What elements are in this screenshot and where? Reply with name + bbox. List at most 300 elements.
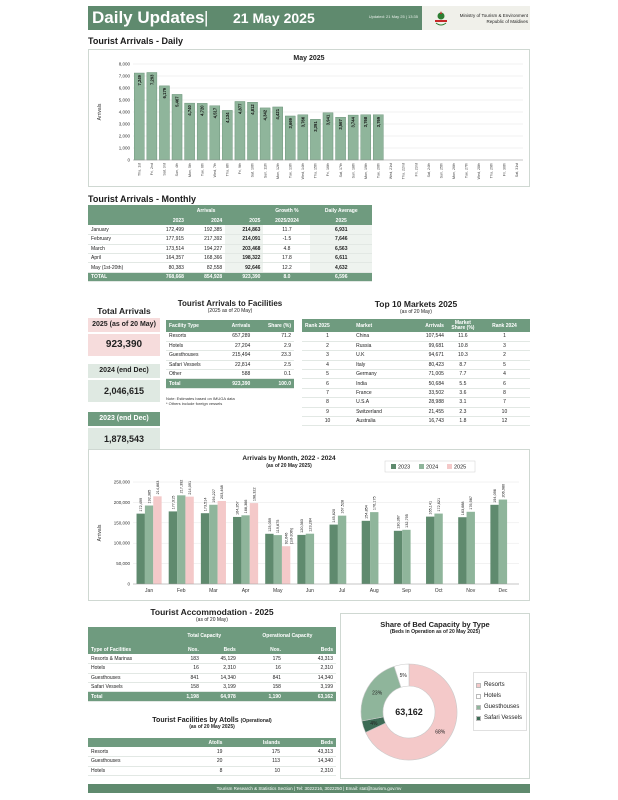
daily-bar-label: 3,669 — [287, 117, 293, 129]
legend-label: Guesthouses — [484, 704, 520, 710]
y-tick-label: 3,000 — [118, 121, 130, 127]
daily-bar-label: 3,766 — [300, 116, 306, 128]
growth-cell: -1.5 — [263, 235, 310, 244]
arrivals-2023-cell: 173,514 — [149, 244, 187, 253]
x-tick-label: Sep — [401, 588, 411, 594]
legend-label: 2023 — [398, 464, 411, 471]
accommodation-total-row: Total 1,198 64,978 1,190 63,162 — [88, 692, 336, 701]
monthly-bar — [499, 500, 507, 584]
market-cell: Switzerland — [353, 407, 406, 416]
daily-chart — [88, 49, 530, 187]
monthly-bar-label: 120,363 — [299, 519, 304, 533]
monthly-row — [88, 263, 372, 272]
growth-cell: 12.2 — [263, 263, 310, 272]
donut-legend-item — [476, 715, 524, 721]
daily-bar-label: 5,467 — [174, 96, 180, 107]
y-tick-label: 1,000 — [118, 145, 130, 151]
rank-cell: 9 — [302, 407, 353, 416]
monthly-bar — [370, 512, 378, 584]
daily-bar-label: 6,179 — [161, 87, 167, 99]
rank-cell: 10 — [302, 417, 353, 426]
market-row — [302, 407, 530, 416]
atolls-cell: 8 — [176, 766, 225, 775]
market-share-cell: 2.3 — [447, 407, 479, 416]
month-cell: January — [88, 225, 149, 234]
daily-bar-label: 4,877 — [237, 103, 243, 114]
monthly-bar — [169, 511, 177, 584]
rank-cell: 8 — [302, 398, 353, 407]
total-arrivals-title: Total Arrivals — [97, 306, 151, 316]
prev-rank-cell: 10 — [479, 407, 530, 416]
x-tick-label: Thu, 22nd — [401, 163, 406, 180]
monthly-bar-label: 163,688 — [460, 501, 465, 516]
y-tick-label: 4,000 — [118, 109, 130, 115]
beds-cell: 2,310 — [283, 766, 336, 775]
market-share-cell: 7.7 — [447, 370, 479, 379]
monthly-bar-label: 132,795 — [404, 514, 409, 528]
facility-row — [166, 332, 294, 341]
arrivals-2024-cell: 82,558 — [187, 263, 225, 272]
atolls-cell: 19 — [176, 747, 225, 756]
arrivals-2024-cell: 192,385 — [187, 225, 225, 234]
x-tick-label: Thu, 29th — [489, 163, 494, 179]
monthly-bar-label: 172,499 — [139, 497, 144, 512]
daily-bar-label: 4,740 — [187, 105, 193, 116]
y-tick-label: 6,000 — [118, 85, 130, 91]
ministry-badge — [422, 6, 530, 30]
legend-label: 2025 — [454, 464, 467, 471]
daily-bar-label: 3,769 — [375, 116, 381, 128]
daily-bar-label: 4,812 — [250, 104, 256, 115]
monthly-bar — [306, 534, 314, 584]
daily-bar-label: 3,567 — [338, 119, 344, 130]
x-tick-label: Dec — [498, 588, 508, 594]
monthly-bar-label: 167,528 — [340, 499, 345, 514]
growth-cell: 11.7 — [263, 225, 310, 234]
facilities-note: Note: Estimates based on IMUGA data * Others include foreign vessels — [166, 396, 235, 406]
total-2025-value: 923,390 — [88, 334, 160, 356]
facility-arrivals-cell: 22,814 — [219, 360, 253, 369]
oper-nos-cell: 175 — [239, 654, 284, 663]
legend-label: Resorts — [484, 682, 505, 688]
bed-capacity-chart — [340, 613, 530, 779]
donut-slice-label: 23% — [372, 690, 383, 697]
donut-subtitle: (Beds in Operation as of 20 May 2025) — [389, 629, 481, 635]
monthly-bar-label: 176,175 — [372, 496, 377, 511]
x-tick-label: Jul — [338, 588, 346, 594]
arrivals-2025-cell: 92,646 — [225, 263, 263, 272]
monthly-bar — [282, 546, 290, 584]
x-tick-label: Thu, 8th — [225, 163, 230, 177]
accommodation-subtitle: (as of 20 May) — [196, 617, 228, 623]
arrivals-2025-cell: 198,322 — [225, 254, 263, 263]
oper-beds-cell: 2,310 — [284, 664, 336, 673]
monthly-bar-label: 173,514 — [203, 497, 208, 512]
accommodation-heading — [88, 607, 336, 623]
beds-cell: 14,340 — [283, 757, 336, 766]
monthly-arrivals-chart — [88, 449, 530, 601]
monthly-row — [88, 235, 372, 244]
atoll-row — [88, 747, 336, 756]
donut-title: Share of Bed Capacity by Type — [380, 620, 490, 629]
monthly-bar — [218, 501, 226, 584]
monthly-table: Arrivals Growth % Daily Average 2023 2024 2025 2025/2024 2025 January 172,499 192,385 214,863 11.7 6,931 February 177,915 217,392 214,091 -1.5 7,646 March 173,514 194,227 203,468 4.8 6,563 April 164,357 168,366 198,322 17.8 6,611 May (1st-20th) 80,383 82,558 92,646 12.2 4,632 TOTAL 768,668 854,928 923,390 8.0 6,596 — [88, 205, 372, 282]
monthly-bar-label: 123,284 — [308, 517, 313, 532]
facility-type-cell: Resorts — [166, 332, 219, 341]
facilities-heading — [166, 299, 294, 314]
prev-rank-cell: 5 — [479, 360, 530, 369]
month-cell: April — [88, 254, 149, 263]
rank-cell: 4 — [302, 360, 353, 369]
monthly-bar-label: 176,987 — [469, 496, 474, 510]
y-tick-label: 50,000 — [116, 561, 130, 567]
prev-rank-cell: 1 — [479, 332, 530, 341]
y-axis-label: Arrivals — [97, 103, 103, 121]
total-2025-label: 2025 (as of 20 May) — [88, 318, 160, 332]
x-tick-label: Wed, 21st — [389, 163, 394, 180]
facility-type-cell: Resorts — [88, 747, 176, 756]
facility-arrivals-cell: 657,289 — [219, 332, 253, 341]
islands-cell: 10 — [225, 766, 283, 775]
total-beds-cell: 14,340 — [202, 673, 239, 682]
y-tick-label: 200,000 — [113, 499, 130, 505]
market-share-cell: 1.8 — [447, 417, 479, 426]
arrivals-2023-cell: 164,357 — [149, 254, 187, 263]
monthly-bar — [185, 497, 193, 584]
arrivals-2024-cell: 217,392 — [187, 235, 225, 244]
facility-share-cell: 2.9 — [253, 341, 294, 350]
arrivals-2025-cell: 214,863 — [225, 225, 263, 234]
total-2023-label: 2023 (end Dec) — [88, 412, 160, 426]
markets-table: Rank 2025 Market Arrivals Market Share (%) Rank 2024 1 China 107,544 11.6 1 2 Russia 99,681 10.8 3 3 U.K 94,671 10.3 2 4 Italy 80,423 8.7 5 5 Germany 71,005 7.7 4 6 India 50,684 5.5 6 7 France 33,502 3.6 8 8 U.S.A 28,988 3.1 7 9 Switzerland 21,455 2.3 10 10 Australia 16,743 1.8 12 — [302, 319, 530, 426]
market-row — [302, 332, 530, 341]
facility-arrivals-cell: 215,494 — [219, 351, 253, 360]
y-tick-label: 5,000 — [118, 97, 130, 103]
growth-group-header: Growth % — [263, 205, 310, 216]
atolls-heading — [88, 717, 336, 730]
beds-cell: 43,313 — [283, 747, 336, 756]
daily-average-cell: 6,611 — [310, 254, 372, 263]
x-tick-label: Jan — [145, 588, 154, 594]
market-arrivals-cell: 28,988 — [406, 398, 447, 407]
ministry-name: Ministry of Tourism & Environment Republic of Maldives — [459, 13, 528, 24]
accommodation-table: Total Capacity Operational Capacity Type of Facilities Nos. Beds Nos. Beds Resorts & Marinas 183 45,129 175 43,313 Hotels 16 2,310 16 2,310 Guesthouses 841 14,340 841 14,340 Safari Vessels 158 3,199 158 3,199 Total 1,198 64,978 1,190 63,162 — [88, 627, 336, 702]
monthly-bar — [209, 505, 217, 584]
donut-center-value: 63,162 — [395, 707, 423, 717]
donut-slice-label: 68% — [435, 729, 446, 736]
facilities-total-row: Total 923,390 100.0 — [166, 379, 294, 388]
facility-row — [166, 341, 294, 350]
atoll-row — [88, 757, 336, 766]
market-share-cell: 3.6 — [447, 388, 479, 397]
x-tick-label: May — [273, 588, 283, 594]
monthly-bar — [458, 517, 466, 584]
x-tick-label: Apr — [241, 588, 250, 594]
facilities-table: Facility Type Arrivals Share (%) Resorts 657,289 71.2 Hotels 27,204 2.9 Guesthouses 215,494 23.3 Safari Vessels 22,814 2.5 Other 588 0.1 Total 923,390 100.0 — [166, 320, 294, 389]
facility-type-cell: Hotels — [88, 766, 176, 775]
facility-row — [166, 370, 294, 379]
market-arrivals-cell: 107,544 — [406, 332, 447, 341]
market-row — [302, 341, 530, 350]
y-tick-label: 7,000 — [118, 73, 130, 79]
market-cell: Australia — [353, 417, 406, 426]
monthly-bar — [467, 512, 475, 584]
markets-subtitle: (as of 20 May) — [400, 309, 432, 315]
y-tick-label: 2,000 — [118, 133, 130, 139]
facilities-title: Tourist Arrivals to Facilities — [177, 299, 283, 308]
x-tick-label: Jun — [305, 588, 314, 594]
market-row — [302, 351, 530, 360]
total-beds-cell: 45,129 — [202, 654, 239, 663]
market-row — [302, 360, 530, 369]
page-footer: Tourism Research & Statistics Section | Tel: 3022216, 3022250 | Email: stat@tourism.gov.mv — [88, 784, 530, 793]
total-nos-cell: 158 — [170, 683, 202, 692]
market-cell: U.S.A — [353, 398, 406, 407]
total-beds-cell: 2,310 — [202, 664, 239, 673]
facility-arrivals-cell: 588 — [219, 370, 253, 379]
donut-svg — [349, 652, 469, 772]
prev-rank-cell: 6 — [479, 379, 530, 388]
facility-type-cell: Other — [166, 370, 219, 379]
y-tick-label: 0 — [127, 157, 130, 163]
monthly-bar — [177, 495, 185, 584]
monthly-bar — [153, 496, 161, 584]
facility-row — [166, 351, 294, 360]
page-title: Daily Updates — [92, 8, 205, 27]
y-tick-label: 100,000 — [113, 540, 130, 546]
monthly-bar-label: 130,367 — [396, 515, 401, 529]
monthly-bar-label: 203,468 — [220, 485, 225, 499]
rank-cell: 6 — [302, 379, 353, 388]
facility-share-cell: 71.2 — [253, 332, 294, 341]
facility-share-cell: 23.3 — [253, 351, 294, 360]
atolls-cell: 20 — [176, 757, 225, 766]
facility-type-cell: Resorts & Marinas — [88, 654, 170, 663]
atolls-title-suffix: (Operational) — [240, 718, 272, 724]
daily-bar-label: 7,249 — [136, 75, 142, 86]
daily-bar-label: 4,517 — [212, 107, 218, 119]
growth-cell: 17.8 — [263, 254, 310, 263]
atolls-subtitle: (as of 20 May 2025) — [189, 724, 235, 730]
monthly-bar-label: 194,227 — [211, 489, 216, 503]
daily-bar-label: 7,293 — [149, 74, 155, 85]
facility-type-cell: Guesthouses — [88, 673, 170, 682]
arrivals-2023-cell: 172,499 — [149, 225, 187, 234]
daily-bar-label: 4,342 — [262, 109, 268, 121]
daily-bar-label: 4,720 — [199, 105, 205, 116]
daily-section-title: Tourist Arrivals - Daily — [88, 36, 184, 46]
y-axis-label: Arrivals — [97, 524, 103, 542]
total-arrivals-panel — [88, 306, 160, 450]
x-tick-label: Fri, 2nd — [150, 163, 155, 176]
total-2024-value: 2,046,615 — [88, 380, 160, 402]
monthly-bar — [338, 516, 346, 584]
market-arrivals-cell: 50,684 — [406, 379, 447, 388]
x-tick-label: Fri, 23rd — [414, 163, 419, 177]
legend-swatch — [476, 694, 481, 699]
y-tick-label: 250,000 — [113, 479, 130, 485]
legend-label: Safari Vessels — [484, 715, 523, 721]
rank-cell: 1 — [302, 332, 353, 341]
growth-cell: 4.8 — [263, 244, 310, 253]
legend-swatch — [391, 464, 396, 469]
x-tick-label: Wed, 14th — [301, 163, 306, 180]
market-share-cell: 3.1 — [447, 398, 479, 407]
monthly-bar — [490, 505, 498, 584]
monthly-bar — [402, 530, 410, 584]
monthly-bar-label: 145,620 — [332, 508, 337, 523]
x-tick-label: Fri, 9th — [238, 163, 243, 175]
x-tick-label: Mon, 26th — [452, 163, 457, 179]
monthly-bar-label: 194,096 — [492, 489, 497, 503]
donut-legend-item — [476, 693, 524, 699]
monthly-bar — [426, 517, 434, 584]
facilities-subtitle: (2025 as of 20 May) — [207, 308, 253, 314]
legend-swatch — [419, 464, 424, 469]
legend-swatch — [476, 716, 481, 721]
may-partial-note: (1st-20th) — [289, 527, 294, 545]
market-share-cell: 10.3 — [447, 351, 479, 360]
accommodation-row — [88, 654, 336, 663]
total-capacity-header: Total Capacity — [170, 627, 239, 645]
x-tick-label: Aug — [369, 588, 379, 594]
legend-label: 2024 — [426, 464, 439, 471]
legend-swatch — [476, 683, 481, 688]
monthly-bar-label: 206,980 — [501, 483, 506, 498]
prev-rank-cell: 7 — [479, 398, 530, 407]
donut-legend — [473, 672, 527, 731]
monthly-bar — [201, 513, 209, 584]
market-arrivals-cell: 16,743 — [406, 417, 447, 426]
page-header — [88, 6, 422, 30]
market-cell: U.K — [353, 351, 406, 360]
monthly-bar — [233, 517, 241, 584]
report-date: 21 May 2025 — [233, 10, 315, 26]
rank-cell: 7 — [302, 388, 353, 397]
monthly-chart-subtitle: (as of 20 May 2025) — [266, 463, 312, 469]
facility-type-cell: Safari Vessels — [166, 360, 219, 369]
prev-rank-cell: 3 — [479, 341, 530, 350]
daily-average-cell: 6,931 — [310, 225, 372, 234]
x-tick-label: Nov — [466, 588, 476, 594]
x-tick-label: Tue, 20th — [376, 163, 381, 179]
islands-cell: 113 — [225, 757, 283, 766]
monthly-section-title: Tourist Arrivals - Monthly — [88, 194, 197, 204]
monthly-bar-label: 214,863 — [155, 480, 160, 495]
monthly-bar-label: 92,646 — [284, 532, 289, 545]
monthly-bar-label: 168,366 — [243, 499, 248, 514]
market-arrivals-cell: 80,423 — [406, 360, 447, 369]
x-tick-label: Sat, 31st — [514, 163, 519, 178]
updated-timestamp: Updated: 21 May 25 | 13:35 — [368, 14, 418, 19]
market-share-cell: 8.7 — [447, 360, 479, 369]
monthly-bar-label: 172,621 — [436, 497, 441, 512]
arrivals-2024-cell: 194,227 — [187, 244, 225, 253]
x-tick-label: Wed, 7th — [212, 163, 217, 178]
monthly-row — [88, 225, 372, 234]
arrivals-2023-cell: 177,915 — [149, 235, 187, 244]
monthly-bar — [274, 535, 282, 584]
oper-beds-cell: 43,313 — [284, 654, 336, 663]
daily-average-cell: 6,563 — [310, 244, 372, 253]
x-tick-label: Sun, 25th — [439, 163, 444, 179]
facility-type-cell: Hotels — [166, 341, 219, 350]
x-tick-label: Mon, 19th — [363, 163, 368, 179]
market-share-cell: 11.6 — [447, 332, 479, 341]
market-arrivals-cell: 21,455 — [406, 407, 447, 416]
daily-bar-label: 4,421 — [275, 108, 281, 120]
market-cell: Russia — [353, 341, 406, 350]
arrivals-2025-cell: 214,091 — [225, 235, 263, 244]
oper-nos-cell: 841 — [239, 673, 284, 682]
monthly-bar — [241, 515, 249, 584]
facility-share-cell: 0.1 — [253, 370, 294, 379]
daily-chart-title: May 2025 — [293, 55, 325, 62]
y-tick-label: 0 — [127, 581, 130, 587]
oper-beds-cell: 14,340 — [284, 673, 336, 682]
prev-rank-cell: 12 — [479, 417, 530, 426]
monthly-bar-label: 177,915 — [171, 495, 176, 510]
market-cell: France — [353, 388, 406, 397]
x-tick-label: Sun, 11th — [263, 163, 268, 179]
accommodation-row — [88, 664, 336, 673]
market-row — [302, 388, 530, 397]
month-cell: February — [88, 235, 149, 244]
x-tick-label: Wed, 28th — [477, 163, 482, 180]
market-cell: China — [353, 332, 406, 341]
markets-heading — [302, 299, 530, 315]
x-tick-label: Mon, 5th — [187, 163, 192, 177]
monthly-bar-label: 154,854 — [364, 505, 369, 519]
x-tick-label: Mar — [209, 588, 218, 594]
market-row — [302, 417, 530, 426]
donut-slice-label: 5% — [399, 672, 407, 679]
daily-average-cell: 7,646 — [310, 235, 372, 244]
x-tick-label: Tue, 27th — [464, 163, 469, 179]
x-tick-label: Feb — [176, 588, 186, 594]
monthly-bar-label: 217,392 — [179, 479, 184, 494]
monthly-bar — [137, 514, 145, 584]
arrivals-group-header: Arrivals — [149, 205, 264, 216]
prev-rank-cell: 2 — [479, 351, 530, 360]
x-tick-label: Sat, 10th — [250, 163, 255, 178]
atolls-title: Tourist Facilities by Atolls — [152, 717, 239, 724]
market-arrivals-cell: 71,005 — [406, 370, 447, 379]
monthly-total-row: TOTAL 768,668 854,928 923,390 8.0 6,596 — [88, 272, 372, 281]
x-tick-label: Sat, 24th — [426, 163, 431, 178]
arrivals-2023-cell: 80,383 — [149, 263, 187, 272]
oper-beds-cell: 3,199 — [284, 683, 336, 692]
facility-share-cell: 2.5 — [253, 360, 294, 369]
monthly-bar — [297, 535, 305, 584]
facility-type-cell: Safari Vessels — [88, 683, 170, 692]
daily-bar-label: 3,744 — [350, 117, 356, 128]
facility-arrivals-cell: 27,204 — [219, 341, 253, 350]
daily-average-cell: 4,632 — [310, 263, 372, 272]
market-cell: India — [353, 379, 406, 388]
oper-nos-cell: 158 — [239, 683, 284, 692]
facility-type-cell: Guesthouses — [88, 757, 176, 766]
accommodation-title: Tourist Accommodation - 2025 — [150, 607, 274, 617]
market-cell: Germany — [353, 370, 406, 379]
donut-legend-item — [476, 704, 524, 710]
facility-type-cell: Hotels — [88, 664, 170, 673]
monthly-bar-label: 192,385 — [147, 489, 152, 504]
market-share-cell: 5.5 — [447, 379, 479, 388]
market-arrivals-cell: 33,502 — [406, 388, 447, 397]
prev-rank-cell: 8 — [479, 388, 530, 397]
monthly-chart-title: Arrivals by Month, 2022 - 2024 — [242, 455, 336, 462]
